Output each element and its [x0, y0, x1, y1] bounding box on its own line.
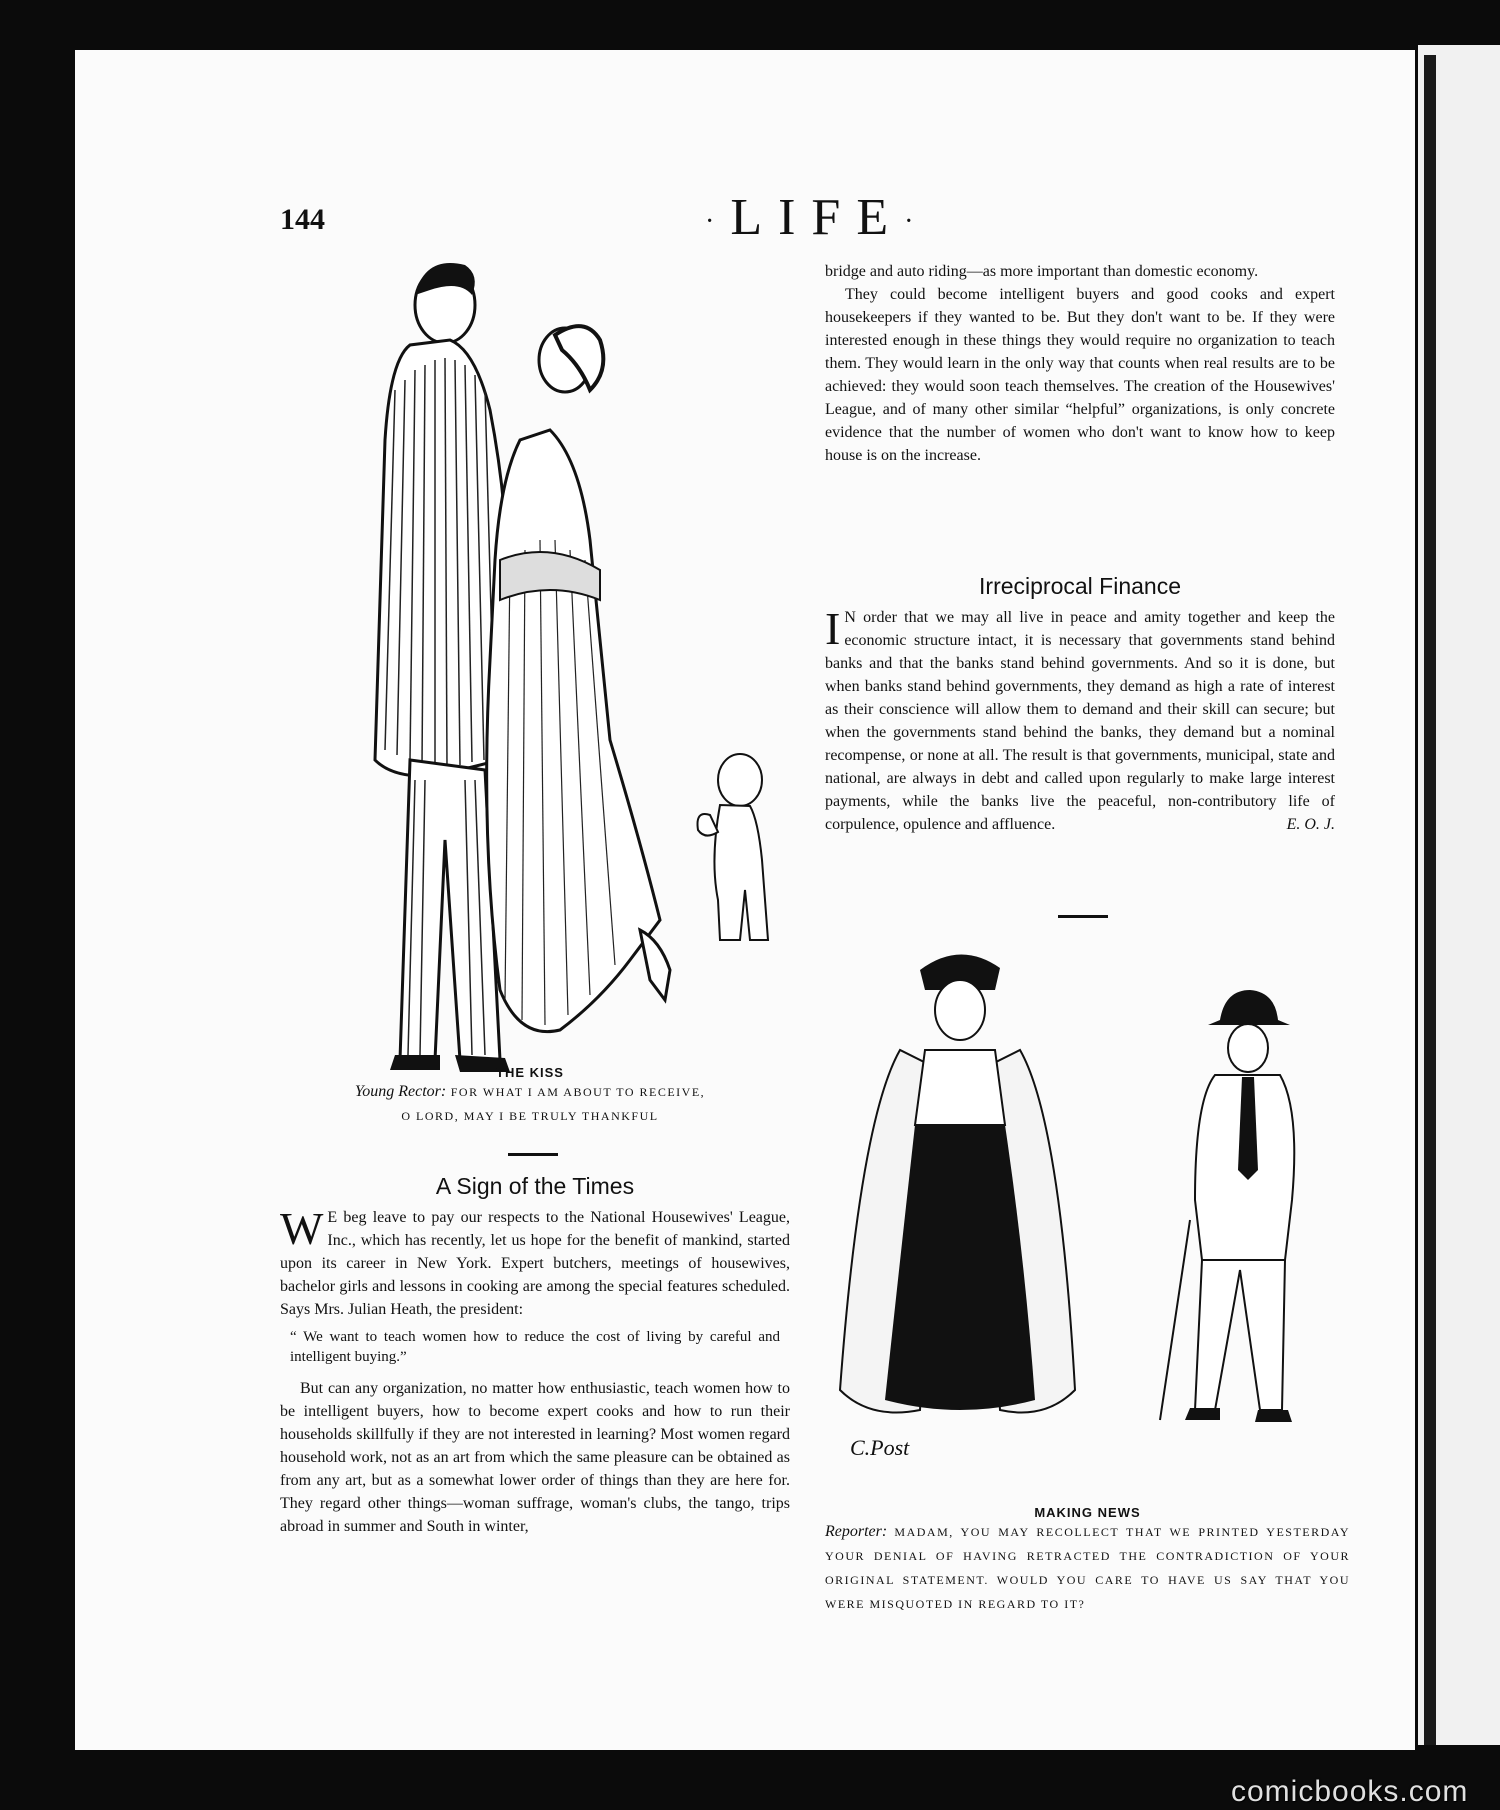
woman-blouse [915, 1050, 1005, 1125]
divider-rule [508, 1153, 558, 1156]
masthead: ·LIFE· [705, 189, 930, 246]
dropcap-w: W [280, 1203, 324, 1254]
man-face [1228, 1024, 1268, 1072]
article-finance-paragraph [825, 603, 1335, 836]
dropcap-i: I [825, 603, 841, 654]
kiss-speaker: Young Rector: [354, 1083, 447, 1100]
cupid-figure [698, 754, 769, 940]
news-caption-text: MADAM, YOU MAY RECOLLECT THAT WE PRINTED YESTERDAY YOUR DENIAL OF HAVING RETRACTED THE CONTRADICTION OF YOUR ORIGINAL STATEMENT. WOULD YOU CARE TO HAVE US SAY THAT YOU WERE MISQUOTED IN REGARD TO IT? [825, 1525, 1351, 1611]
article-finance [825, 575, 1335, 836]
man-cane [1160, 1220, 1190, 1420]
article-sign-paragraph-2: But can any organization, no matter how enthusiastic, teach women how to be intelligent buyers, how to become expert cooks and how to run their households skillfully if they are not interested in learning? Most women regard household work, not as an art from which the same pleasure can be obtained as from any art, but as a somewhat lower order of things than they are here for. They regard other things—woman suffrage, woman's clubs, the tango, trips abroad in summer and South in winter, [280, 1380, 790, 1535]
making-news-caption-body [825, 1520, 1350, 1616]
article-sign-quote: “ We want to teach women how to reduce the cost of living by careful and intelligent buying.” [290, 1329, 780, 1365]
artist-signature-post: C.Post [850, 1435, 910, 1460]
woman-face [935, 980, 985, 1040]
kiss-caption-text1: FOR WHAT I AM ABOUT TO RECEIVE, [450, 1085, 706, 1099]
kiss-caption-line1 [260, 1080, 800, 1104]
article-sign-title: A Sign of the Times [435, 1173, 635, 1199]
page-number: 144 [280, 203, 325, 236]
article-sign-of-times [280, 1175, 790, 1538]
woman-shoe [640, 930, 670, 1000]
divider-rule [1058, 915, 1108, 918]
woman-dress [487, 430, 660, 1032]
man-shoes [1185, 1408, 1292, 1422]
kiss-caption-text2: O LORD, MAY I BE TRULY THANKFUL [401, 1109, 659, 1123]
site-watermark: comicbooks.com [1231, 1775, 1469, 1808]
article-sign-paragraph-1 [280, 1203, 790, 1321]
article-sign-p1-text: E beg leave to pay our respects to the National Housewives' League, Inc., which has recently, let us hope for the benefit of mankind, started upon its career in New York. Expert butchers, meetings of housewives, bachelor girls and lessons in cooking are among the special features scheduled. Says Mrs. Julian Heath, the president: [280, 1209, 790, 1318]
article-sign-continued [825, 260, 1335, 467]
making-news-caption-title: MAKING NEWS [1034, 1505, 1141, 1520]
making-news-caption [825, 1505, 1350, 1616]
man-bowler-hat [1208, 990, 1290, 1025]
masthead-title: LIFE [730, 189, 905, 246]
man-trousers [1195, 1260, 1285, 1410]
making-news-illustration [830, 940, 1350, 1500]
article-finance-text: N order that we may all live in peace and amity together and keep the economic structure intact, it is necessary that governments stand behind banks and that the banks stand behind governments. And so it is done, but when banks stand behind governments, they demand as high a rate of interest as their conscience will allow them to demand and their skill can secure; but when the governments stand behind the banks, they demand but a nominal recompense, or none at all. The result is that governments, municipal, state and national, are always in debt and called upon regularly to make large interest payments, while the banks live the peaceful, non-contributory life of corpulence, opulence and affluence. [825, 609, 1335, 833]
article-finance-title: Irreciprocal Finance [979, 573, 1181, 599]
kiss-caption [260, 1065, 800, 1128]
article-sign-paragraph-3: bridge and auto riding—as more important than domestic economy. [825, 263, 1259, 280]
article-finance-signature: E. O. J. [1286, 816, 1335, 833]
news-speaker: Reporter: [825, 1523, 888, 1540]
kiss-illustration [300, 240, 800, 1080]
magazine-page [75, 50, 1415, 1750]
article-sign-paragraph-4: They could become intelligent buyers and good cooks and expert housekeepers if they wanted to be. But they don't want to be. If they were interested enough in these things they would require no organization to teach them. They would learn in the only way that counts when real results are to be achieved: they would soon teach themselves. The creation of the Housewives' League, and of many other similar “helpful” organizations, is only concrete evidence that the number of women who don't want to know how to keep house is on the increase. [825, 286, 1335, 464]
kiss-caption-title: THE KISS [496, 1065, 564, 1080]
adjacent-page-edge [1418, 45, 1500, 1745]
